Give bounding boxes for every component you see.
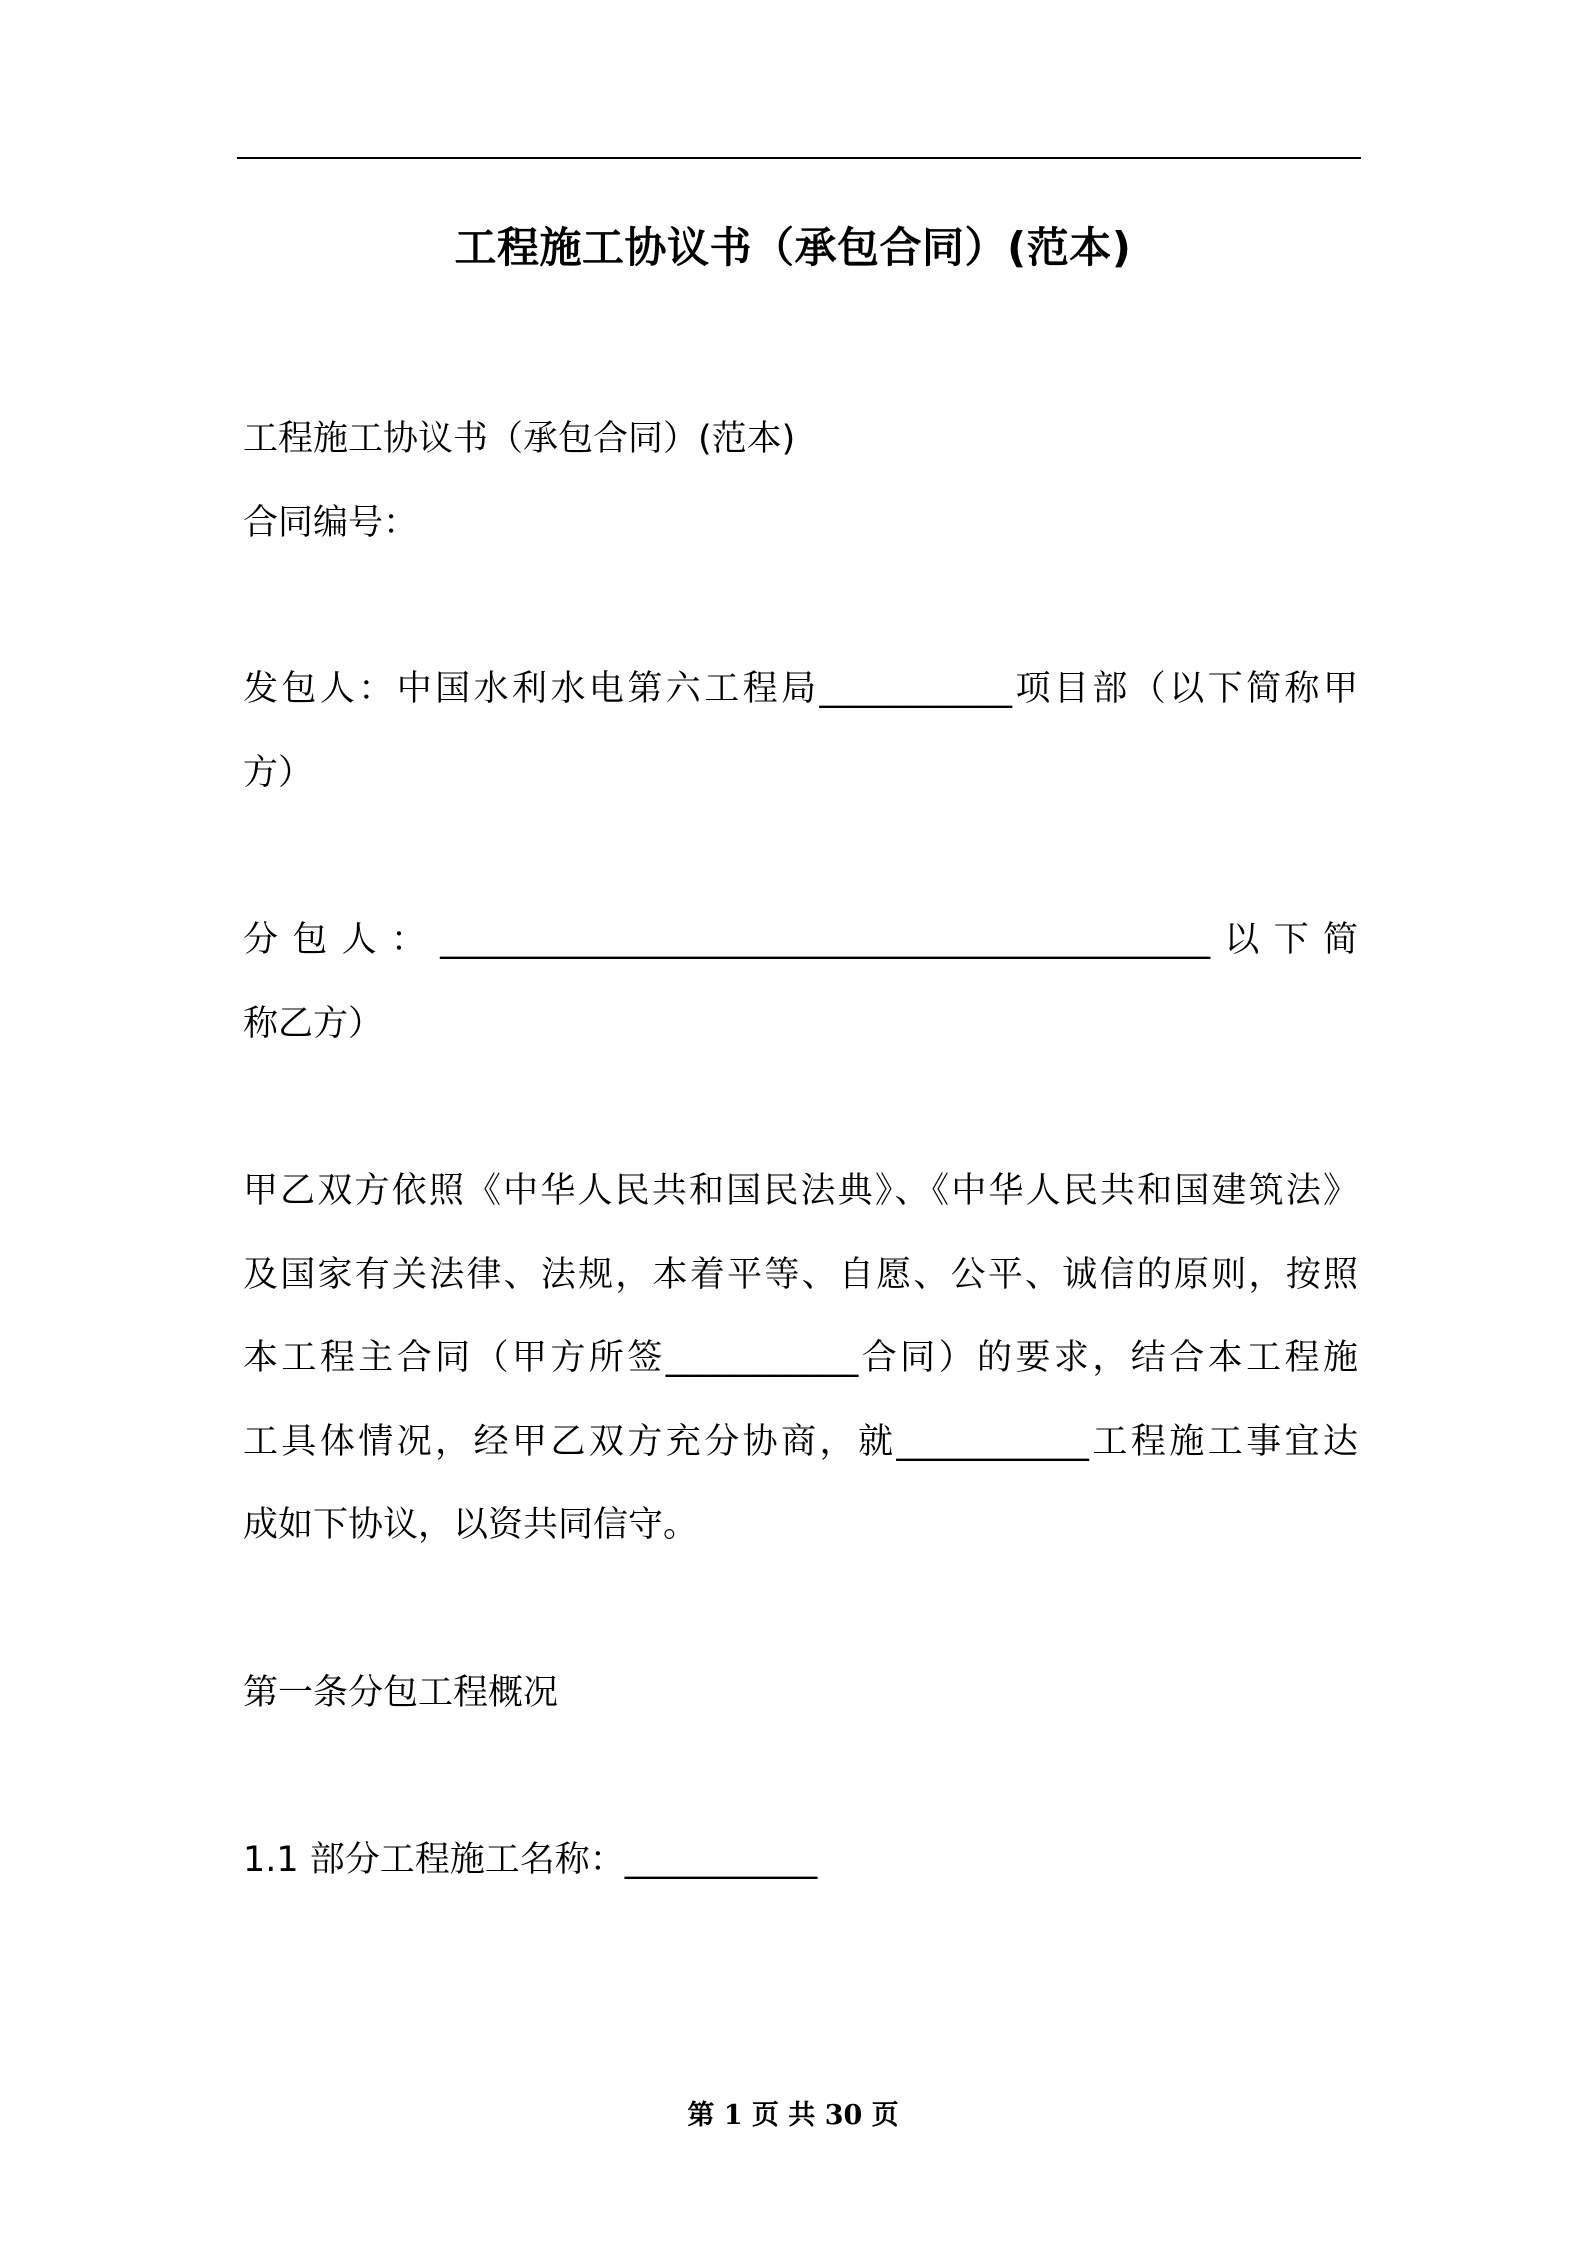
subcontractor-line: 分包人：____________________________________________以下简	[243, 920, 1358, 960]
paragraph-line: 及国家有关法律、法规，本着平等、自愿、公平、诚信的原则，按照	[243, 1255, 1358, 1295]
subcontractor-line-cont: 称乙方）	[243, 1004, 384, 1044]
paragraph-line: 甲乙双方依照《中华人民共和国民法典》、《中华人民共和国建筑法》	[243, 1171, 1358, 1211]
paragraph-line: 成如下协议，以资共同信守。	[243, 1505, 699, 1545]
clause-line: 1.1 部分工程施工名称：___________	[243, 1840, 818, 1880]
contractor-line: 发包人：中国水利水电第六工程局___________项目部（以下简称甲	[243, 669, 1358, 709]
body-heading-line: 工程施工协议书（承包合同）(范本)	[243, 419, 796, 459]
document-title: 工程施工协议书（承包合同）(范本)	[454, 223, 1132, 272]
page-footer: 第 1 页 共 30 页	[687, 2100, 899, 2131]
paragraph-line: 本工程主合同（甲方所签___________合同）的要求，结合本工程施	[243, 1338, 1358, 1378]
contract-number-line: 合同编号：	[243, 503, 419, 543]
section-heading: 第一条分包工程概况	[243, 1673, 559, 1713]
contractor-line-cont: 方）	[243, 753, 314, 793]
header-rule	[237, 157, 1361, 159]
paragraph-line: 工具体情况，经甲乙双方充分协商，就___________工程施工事宜达	[243, 1422, 1358, 1462]
